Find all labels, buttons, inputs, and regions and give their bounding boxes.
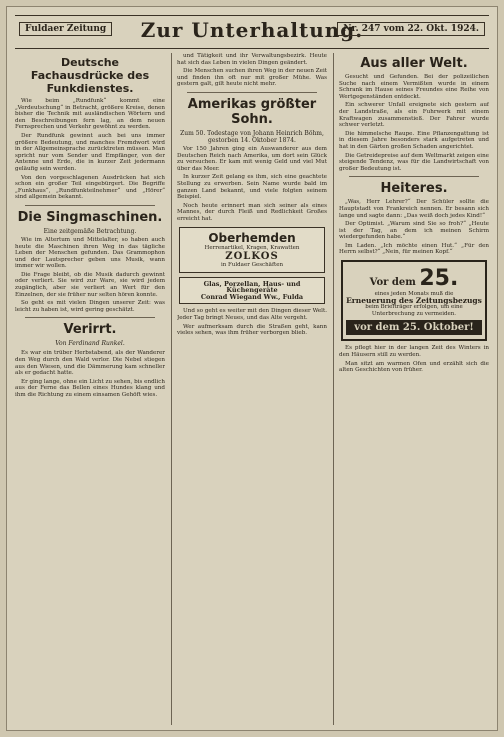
ad-head-text: Vor dem [369,277,416,289]
article-paragraph: Der Optimist. „Warum sind Sie so froh?“ „Heute ist der Tag, an dem ich meinen Schirm wiedergefunden habe.“ [339,221,489,241]
article-title: Aus aller Welt. [360,56,468,71]
divider [187,92,317,93]
divider [349,176,479,177]
article-paragraph: Im Laden. „Ich möchte einen Hut.“ „Für den Herrn selbst?“ „Nein, für meinen Kopf.“ [339,242,489,256]
article-paragraph: In kurzer Zeit gelang es ihm, sich eine geachtete Stellung zu erwerben. Sein Name wurde bald im ganzen Land bekannt, und viele folgten seinem Beispiel. [177,174,327,201]
article-title: Deutsche Fachausdrücke des Funkdienstes. [30,56,150,95]
article-title: Amerikas größter Sohn. [187,96,317,127]
article-paragraph: und Tätigkeit und ihr Verwaltungsbezirk. Heute hat sich das Leben in vielen Dingen geändert. [177,53,327,66]
ad-deadline-bar: vor dem 25. Oktober! [346,320,482,335]
ad-headline [346,266,482,291]
article-paragraph: Man sitzt am warmen Ofen und erzählt sich die alten Geschichten von früher. [339,360,489,374]
advertisement-subscription [341,260,487,341]
article-subtitle: Zum 50. Todestage von Johann Heinrich Böhm, gestorben 14. Oktober 1874. [180,129,324,144]
ad-text: Herrenartikel, Kragen, Krawatten [204,244,300,251]
advertisement-glassware [179,277,325,305]
article-title: Heiteres. [380,181,448,197]
article-paragraph: Ein schwerer Unfall ereignete sich gestern auf der Landstraße, als ein Fuhrwerk mit einem Kraftwagen zusammenstieß. Der Fahrer wurde schwer verletzt. [339,102,489,129]
article-paragraph: Wer aufmerksam durch die Straßen geht, kann vieles sehen, was ihm früher verborgen blieb. [177,323,327,337]
ad-text: Conrad Wiegand Ww., Fulda [200,292,304,301]
article-paragraph: Er ging lange, ohne ein Licht zu sehen, bis endlich aus der Ferne das Bellen eines Hundes klang und ihm die Richtung zu einem einsamen Gehöft wies. [15,378,165,398]
column-rule [171,53,172,725]
article-paragraph: Wie beim „Rundfunk“ kommt eine „Verdeutschung“ in Betracht, größere Kreise, denen bisher die Technik mit ausländischen Wörtern und den Beschreibungen fern lag, an dem neuen Fernsprechen und Verkehr gewöhnt zu werden. [15,98,165,131]
article-paragraph: Die Menschen suchen ihren Weg in der neuen Zeit und finden ihn oft nur mit großer Mühe. Was gestern galt, gilt heute nicht mehr. [177,68,327,88]
article-paragraph: Der Rundfunk gewinnt auch bei uns immer größere Bedeutung, und manches Fremdwort wird in der Allgemeinsprache zurücktreten müssen. Man spricht nur vom Sender und Empfänger, von der Antenne und Erde, die in kurzer Zeit jedermann geläufig sein werden. [15,132,165,172]
ad-text: beim Briefträger erfolgen, um eine Unterbrechung zu vermeiden. [365,304,463,317]
article-paragraph: So geht es mit vielen Dingen unserer Zeit: was leicht zu haben ist, wird gering geschätzt. [15,300,165,313]
ad-brand-mark: ZOLKOS [225,251,279,263]
column-rule [333,53,334,725]
ad-headline: Oberhemden [208,230,296,245]
masthead [15,15,489,49]
ad-text: eines jeden Monats muß die [374,291,454,298]
article-paragraph: Die Getreidepreise auf dem Weltmarkt zeigen eine steigende Tendenz, was für die Landwirtschaft von großer Bedeutung ist. [339,152,489,172]
article-paragraph: Die Frage bleibt, ob die Musik dadurch gewinnt oder verliert. Sie wird zur Ware, sie wird jedem zugänglich, aber sie verliert an Wert für den Einzelnen, der sie früher nur selten hören konnte. [15,271,165,298]
advertisement-shirts [179,227,325,273]
article-paragraph: Es war ein trüber Herbstabend, als der Wanderer den Weg durch den Wald verlor. Die Nebel stiegen aus den Wiesen, und die Dämmerung kam schneller als er gedacht hatte. [15,350,165,377]
divider [25,205,155,206]
section-title: Zur Unterhaltung. [140,18,364,42]
paper-name: Fuldaer Zeitung [19,22,112,36]
article-paragraph: Von den vorgeschlagenen Ausdrücken hat sich schon ein großer Teil eingebürgert. Die Begriffe „Funkhaus“, „Rundfunkteilnehmer“ und „Hörer“ sind allgemein bekannt. [15,174,165,201]
ad-headline: Glas, Porzellan, Haus- und Küchengeräte [203,279,301,295]
ad-date: 25. [419,266,459,292]
article-subtitle: Eine zeitgemäße Betrachtung. [43,227,137,235]
article-byline: Von Ferdinand Runkel. [55,340,125,348]
column-2 [177,53,327,725]
article-paragraph: Vor 150 Jahren ging ein Auswanderer aus dem Deutschen Reich nach Amerika, um dort sein Glück zu versuchen. Er kam mit wenig Geld und viel Mut über das Meer. [177,145,327,172]
article-paragraph: Noch heute erinnert man sich seiner als eines Mannes, der durch Fleiß und Redlichkeit Großes erreicht hat. [177,202,327,222]
article-paragraph: Es pflegt hier in der langen Zeit des Winters in den Häusern still zu werden. [339,345,489,359]
article-paragraph: „Was, Herr Lehrer?“ Der Schüler sollte die Hauptstadt von Frankreich nennen. Er besann sich lange und sagte dann: „Das weiß doch jedes Kind!“ [339,199,489,219]
divider [25,317,155,318]
column-1 [15,53,165,725]
article-paragraph: Wie im Altertum und Mittelalter, so haben auch heute die Maschinen ihren Weg in das tägliche Leben der Menschen gefunden. Das Grammophon und der Lautsprecher geben uns Musik, wann immer wir wollen. [15,236,165,270]
column-3 [339,53,489,725]
ad-text: in Fuldaer Geschäften [220,262,283,269]
article-paragraph: Die himmelsche Raupe. Eine Pflanzengattung ist in diesem Jahre besonders stark aufgetreten und hat in den Gärten großen Schaden angerichtet. [339,130,489,150]
ad-text: Erneuerung des Zeitungsbezugs [346,295,482,305]
newspaper-page [6,6,498,731]
article-paragraph: Gesucht und Gefunden. Bei der polizeilichen Suche nach einem Vermißten wurde in einem Schrank im Hause seines Freundes eine Reihe von Wertgegenständen entdeckt. [339,74,489,100]
issue-info: Nr. 247 vom 22. Okt. 1924. [337,22,485,36]
article-title: Verirrt. [63,322,117,338]
article-paragraph: Und so geht es weiter mit den Dingen dieser Welt. Jeder Tag bringt Neues, und das Alte vergeht. [177,308,327,322]
article-title: Die Singmaschinen. [17,209,163,225]
